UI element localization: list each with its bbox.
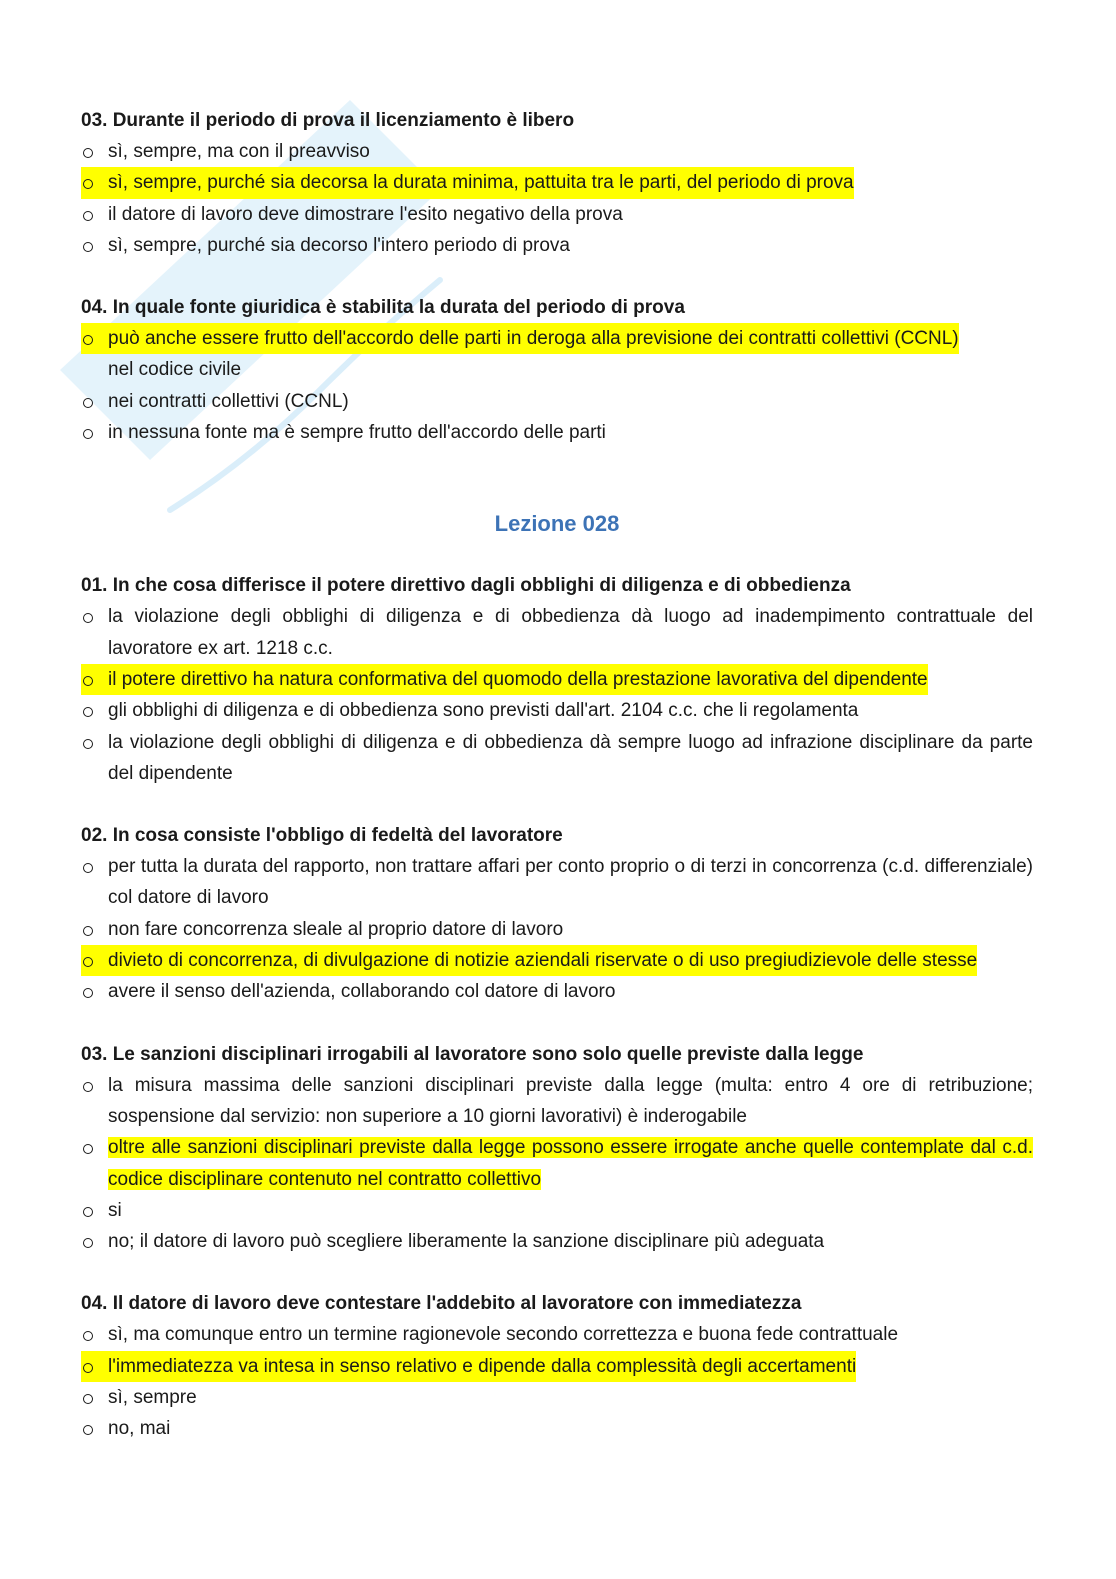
option (81, 851, 1033, 914)
lesson-title: Lezione 028 (494, 511, 620, 537)
option (81, 976, 1033, 1007)
option-text: sì, ma comunque entro un termine ragionevole secondo correttezza e buona fede contrattuale (108, 1324, 899, 1346)
option-text: sì, sempre (108, 1387, 197, 1409)
option-text: gli obblighi di diligenza e di obbedienza sono previsti dall'art. 2104 c.c. che li regolamenta (108, 700, 859, 722)
option (81, 1226, 1033, 1257)
option (81, 199, 1033, 230)
option-list (81, 1070, 1033, 1258)
option (81, 695, 1033, 726)
option-text: sì, sempre, purché sia decorso l'intero periodo di prova (108, 234, 570, 256)
option-text: divieto di concorrenza, di divulgazione di notizie aziendali riservate o di uso pregiudizievole delle stesse (108, 950, 978, 972)
option-correct (81, 323, 959, 354)
question-title: 04. Il datore di lavoro deve contestare l'addebito al lavoratore con immediatezza (81, 1293, 802, 1315)
option-correct (81, 945, 977, 976)
document-page (81, 105, 1033, 1476)
option (81, 601, 1033, 664)
option-correct (81, 1132, 1033, 1195)
option-text: sì, sempre, ma con il preavviso (108, 141, 370, 162)
option-text: in nessuna fonte ma è sempre frutto dell'accordo delle parti (108, 422, 606, 444)
option-text: la violazione degli obblighi di diligenza e di obbedienza dà sempre luogo ad infrazione disciplinare da parte del dipendente (108, 731, 1033, 784)
option-text: l'immediatezza va intesa in senso relativo e dipende dalla complessità degli accertamenti (108, 1355, 857, 1377)
question-title: 01. In che cosa differisce il potere direttivo dagli obblighi di diligenza e di obbedienza (81, 575, 851, 597)
option-text: si (108, 1199, 122, 1221)
question-block (81, 1039, 1033, 1258)
question-title: 03. Le sanzioni disciplinari irrogabili al lavoratore sono solo quelle previste dalla legge (81, 1043, 864, 1065)
option (81, 727, 1033, 790)
option-list (81, 601, 1033, 789)
option-text: il datore di lavoro deve dimostrare l'esito negativo della prova (108, 203, 623, 225)
option-list (81, 323, 1033, 448)
question-block (81, 820, 1033, 1007)
option-correct (81, 664, 928, 695)
option (81, 386, 1033, 417)
option-text: per tutta la durata del rapporto, non trattare affari per conto proprio o di terzi in concorrenza (c.d. differenziale) col datore di lavoro (108, 856, 1033, 909)
option-list (81, 1319, 1033, 1444)
option (81, 230, 1033, 261)
option-text: no, mai (108, 1418, 171, 1440)
option-correct (81, 1351, 856, 1382)
option (81, 354, 1033, 385)
option-text: oltre alle sanzioni disciplinari previste dalla legge possono essere irrogate anche quelle contemplate dal c.d. codice disciplinare contenuto nel contratto collettivo (108, 1137, 1033, 1190)
option (81, 1070, 1033, 1133)
option-text: no; il datore di lavoro può scegliere liberamente la sanzione disciplinare più adeguata (108, 1231, 825, 1253)
question-block (81, 1288, 1033, 1444)
option (81, 417, 1033, 448)
option-list (81, 851, 1033, 1007)
option (81, 1413, 1033, 1444)
option-text: sì, sempre, purché sia decorsa la durata minima, pattuita tra le parti, del periodo di prova (108, 172, 854, 194)
option (81, 1382, 1033, 1413)
option-correct (81, 167, 854, 198)
option-text: nel codice civile (108, 359, 242, 381)
option (81, 1195, 1033, 1226)
option-text: la violazione degli obblighi di diligenza e di obbedienza dà luogo ad inadempimento contrattuale del lavoratore ex art. 1218 c.c. (108, 606, 1033, 659)
question-title: 02. In cosa consiste l'obbligo di fedeltà del lavoratore (81, 825, 563, 847)
option (81, 1319, 1033, 1350)
question-block (81, 570, 1033, 789)
option-text: nei contratti collettivi (CCNL) (108, 390, 349, 412)
question-block (81, 105, 1033, 261)
option-list (81, 136, 1033, 261)
option-text: la misura massima delle sanzioni disciplinari previste dalla legge (multa: entro 4 ore di retribuzione; sospensione dal servizio: non superiore a 10 giorni lavorativi) è inderogabile (108, 1074, 1033, 1127)
option-text: avere il senso dell'azienda, collaborando col datore di lavoro (108, 981, 616, 1003)
option (81, 914, 1033, 945)
option-text: può anche essere frutto dell'accordo delle parti in deroga alla previsione dei contratti collettivi (CCNL) (108, 328, 959, 350)
option-text: il potere direttivo ha natura conformativa del quomodo della prestazione lavorativa del dipendente (108, 668, 928, 690)
option-text: non fare concorrenza sleale al proprio datore di lavoro (108, 918, 564, 940)
question-title: 04. In quale fonte giuridica è stabilita la durata del periodo di prova (81, 297, 685, 319)
option (81, 136, 1033, 167)
question-block (81, 292, 1033, 448)
question-title: 03. Durante il periodo di prova il licenziamento è libero (81, 110, 575, 131)
